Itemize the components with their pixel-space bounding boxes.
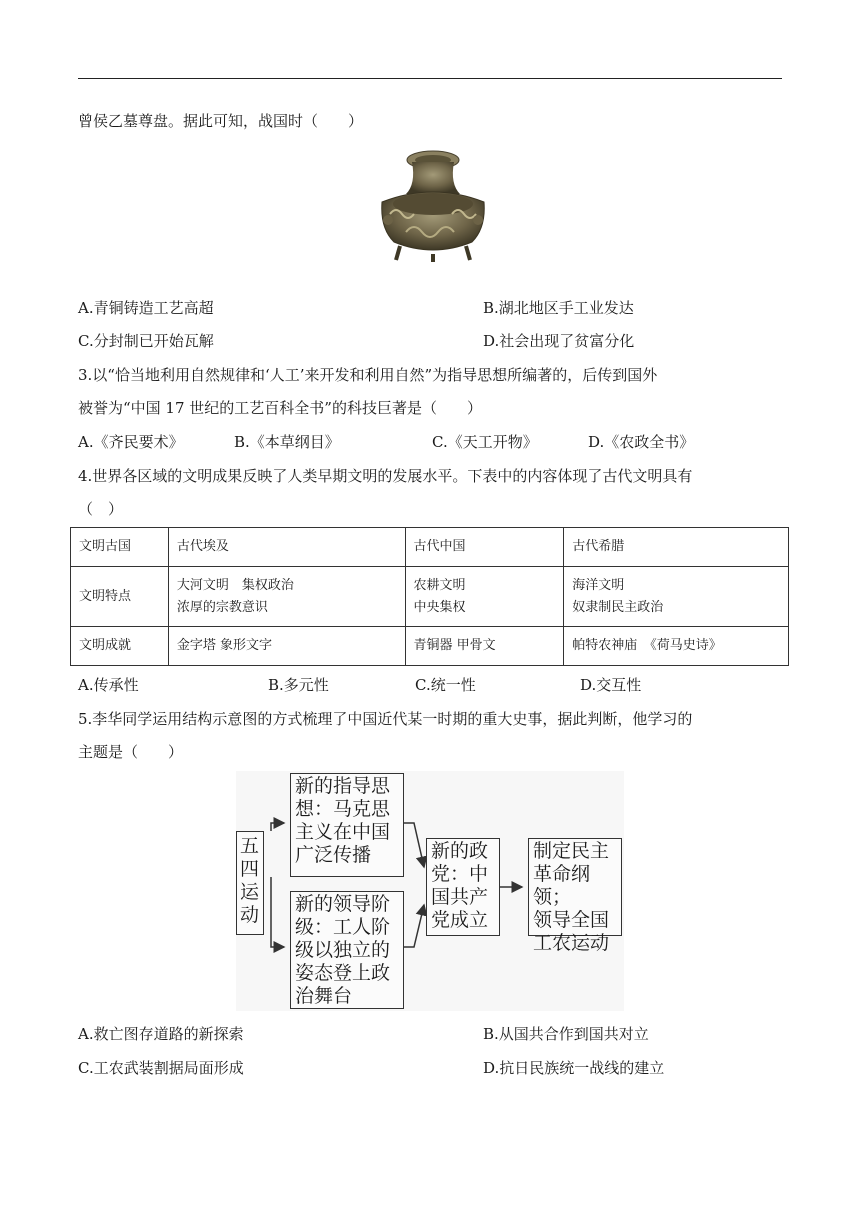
- cell-line: 农耕文明: [413, 577, 466, 593]
- q3-option-c[interactable]: C.《天工开物》: [432, 433, 538, 451]
- may-fourth-box: [236, 831, 264, 935]
- table-header-cell: 古代埃及: [168, 528, 405, 567]
- row-label: 文明特点: [71, 567, 169, 627]
- zun-pan-illustration: [376, 146, 490, 262]
- table-cell: 青铜器 甲骨文: [405, 627, 564, 666]
- cell-line: 中央集权: [413, 599, 466, 615]
- q5-option-c[interactable]: C.工农武装割据局面形成: [78, 1059, 244, 1077]
- q3-option-d[interactable]: D.《农政全书》: [588, 433, 695, 451]
- arrow-class-to-party: [404, 905, 424, 947]
- structure-diagram: [236, 771, 624, 1011]
- q4-stem-line2: （ ）: [78, 500, 124, 518]
- header-rule: [78, 78, 782, 79]
- box-line: 革命纲领；: [533, 863, 591, 908]
- q2-option-b[interactable]: B.湖北地区手工业发达: [483, 299, 634, 317]
- table-cell: 金字塔 象形文字: [168, 627, 405, 666]
- q5-option-b[interactable]: B.从国共合作到国共对立: [483, 1025, 649, 1043]
- box-line: 国共产: [431, 886, 489, 908]
- box-line: 新的政: [431, 840, 489, 862]
- program-box: [528, 838, 622, 954]
- box-line: 姿态登上政: [295, 962, 391, 984]
- q4-option-a[interactable]: A.传承性: [78, 676, 139, 694]
- arrow-to-thought: [271, 823, 284, 831]
- box-line: 党：中: [431, 863, 489, 885]
- box-line: 广泛传播: [295, 844, 372, 866]
- box-line: 级：工人阶: [295, 916, 391, 938]
- q5-option-a[interactable]: A.救亡图存道路的新探索: [78, 1025, 244, 1043]
- table-cell: [405, 567, 564, 627]
- box-line: 主义在中国: [295, 821, 391, 843]
- box-line: 党成立: [431, 909, 489, 931]
- cell-line: 海洋文明: [572, 577, 625, 593]
- q4-option-b[interactable]: B.多元性: [268, 676, 329, 694]
- table-cell: [564, 567, 789, 627]
- q2-option-a[interactable]: A.青铜铸造工艺高超: [78, 299, 214, 317]
- arrow-to-class: [271, 877, 284, 947]
- q2-option-d[interactable]: D.社会出现了贫富分化: [483, 332, 635, 350]
- q4-option-d[interactable]: D.交互性: [580, 676, 642, 694]
- table-header-cell: 古代中国: [405, 528, 564, 567]
- q2-stem: 曾侯乙墓尊盘。据此可知，战国时（ ）: [78, 112, 364, 130]
- civilization-table: [70, 527, 789, 666]
- new-party-box: [426, 838, 500, 936]
- table-header-row: [71, 528, 789, 567]
- box-line: 领导全国: [533, 909, 610, 931]
- box-line: 工农运动: [533, 932, 610, 954]
- new-class-box: [290, 891, 404, 1009]
- q4-stem-line1: 4.世界各区域的文明成果反映了人类早期文明的发展水平。下表中的内容体现了古代文明具有: [78, 467, 693, 485]
- arrow-thought-to-party: [404, 823, 424, 867]
- box-line: 级以独立的: [295, 939, 391, 961]
- table-cell: 帕特农神庙 《荷马史诗》: [564, 627, 789, 666]
- table-cell: [168, 567, 405, 627]
- box-line: 治舞台: [295, 985, 353, 1007]
- q2-option-c[interactable]: C.分封制已开始瓦解: [78, 332, 214, 350]
- q3-stem-line2: 被誉为“中国 17 世纪的工艺百科全书”的科技巨著是（ ）: [78, 399, 482, 417]
- table-header-cell: 文明古国: [71, 528, 169, 567]
- q5-option-d[interactable]: D.抗日民族统一战线的建立: [483, 1059, 665, 1077]
- new-thought-box: [290, 773, 404, 877]
- box-line: 新的指导思: [295, 775, 391, 797]
- cell-line: 大河文明 集权政治: [176, 577, 294, 593]
- table-row: [71, 627, 789, 666]
- q3-option-a[interactable]: A.《齐民要术》: [78, 433, 184, 451]
- table-header-cell: 古代希腊: [564, 528, 789, 567]
- row-label: 文明成就: [71, 627, 169, 666]
- may-fourth-label: 五四运动: [240, 835, 260, 926]
- bronze-vessel-image: [376, 146, 490, 262]
- q4-option-c[interactable]: C.统一性: [415, 676, 476, 694]
- q3-stem-line1: 3.以“恰当地利用自然规律和‘人工’来开发和利用自然”为指导思想所编著的，后传到国外: [78, 366, 658, 384]
- q3-option-b[interactable]: B.《本草纲目》: [234, 433, 340, 451]
- q5-stem-line1: 5.李华同学运用结构示意图的方式梳理了中国近代某一时期的重大史事，据此判断，他学习的: [78, 710, 693, 728]
- box-line: 新的领导阶: [295, 893, 391, 915]
- box-line: 制定民主: [533, 840, 610, 862]
- cell-line: 浓厚的宗教意识: [176, 599, 268, 615]
- cell-line: 奴隶制民主政治: [572, 599, 664, 615]
- q5-stem-line2: 主题是（ ）: [78, 743, 184, 761]
- box-line: 想：马克思: [295, 798, 391, 820]
- table-row: [71, 567, 789, 627]
